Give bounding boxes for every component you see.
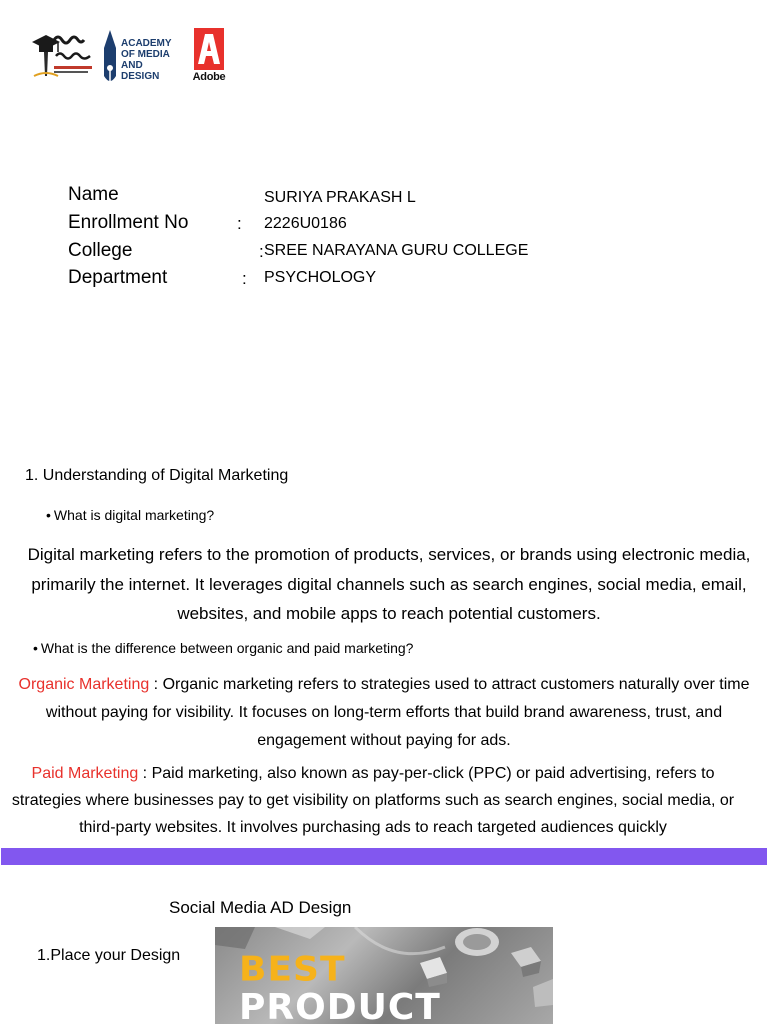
academy-media-design-logo [102,28,182,86]
college-label: College [68,240,133,261]
name-value: SURIYA PRAKASH L [264,189,416,206]
academy-line-2: OF MEDIA [121,49,170,60]
organic-line-3: engagement without paying for ads. [257,732,511,749]
department-value: PSYCHOLOGY [264,269,377,286]
pen-nib-icon [102,28,118,86]
organic-line-1 [0,671,768,699]
paid-line-1 [0,760,746,787]
academy-line-1: ACADEMY [121,38,172,49]
answer-line-1: Digital marketing refers to the promotion of products, services, or brands using electronic media, [27,545,751,564]
ad-headline-product: PRODUCT [239,987,441,1024]
paid-marketing-term: Paid Marketing [31,765,139,782]
name-label: Name [68,184,119,205]
organic-line-2: without paying for visibility. It focuses on long-term efforts that build brand awareness, trust, and [45,704,723,721]
enrollment-value: 2226U0186 [264,215,347,232]
ad-headline-best: BEST [239,950,346,989]
academy-logo-text [121,38,183,82]
naan-mudhalvan-logo [30,30,96,84]
adobe-a-icon [192,28,226,70]
adobe-logo [192,28,226,86]
academy-line-3: AND DESIGN [121,60,160,82]
question-text: What is digital marketing? [53,507,215,523]
enrollment-colon: : [237,214,242,233]
bullet-icon: • [33,640,38,656]
graduation-cap-icon [30,30,96,84]
question-organic-vs-paid [33,640,413,656]
question-what-is-digital-marketing [46,507,214,523]
college-colon: : [259,242,264,261]
section-title-digital-marketing: 1. Understanding of Digital Marketing [25,467,289,484]
organic-line-1-text: : Organic marketing refers to strategies used to attract customers naturally over time [149,676,750,693]
answer-line-2: primarily the internet. It leverages digital channels such as search engines, social media, email, [31,574,747,594]
organic-marketing-paragraph [0,671,768,755]
paid-line-3: third-party websites. It involves purchasing ads to reach targeted audiences quickly [79,819,667,836]
paid-marketing-paragraph [0,760,746,841]
bullet-icon: • [46,507,51,523]
place-design-label: 1.Place your Design [37,947,181,964]
paid-line-2: strategies where businesses pay to get visibility on platforms such as search engines, social media, or [11,792,735,809]
section-divider-bar [1,848,767,865]
adobe-wordmark: Adobe [192,71,226,83]
college-value: SREE NARAYANA GURU COLLEGE [264,242,529,259]
enrollment-label: Enrollment No [68,212,189,233]
department-label: Department [68,267,168,288]
organic-marketing-term: Organic Marketing [18,676,150,693]
answer-digital-marketing [0,540,768,629]
department-colon: : [242,269,247,288]
question-text: What is the difference between organic and paid marketing? [40,640,414,656]
social-media-ad-title: Social Media AD Design [169,898,352,917]
ad-design-image [215,927,553,1024]
answer-line-3: websites, and mobile apps to reach potential customers. [177,604,601,623]
paid-line-1-text: : Paid marketing, also known as pay-per-click (PPC) or paid advertising, refers to [138,765,715,782]
